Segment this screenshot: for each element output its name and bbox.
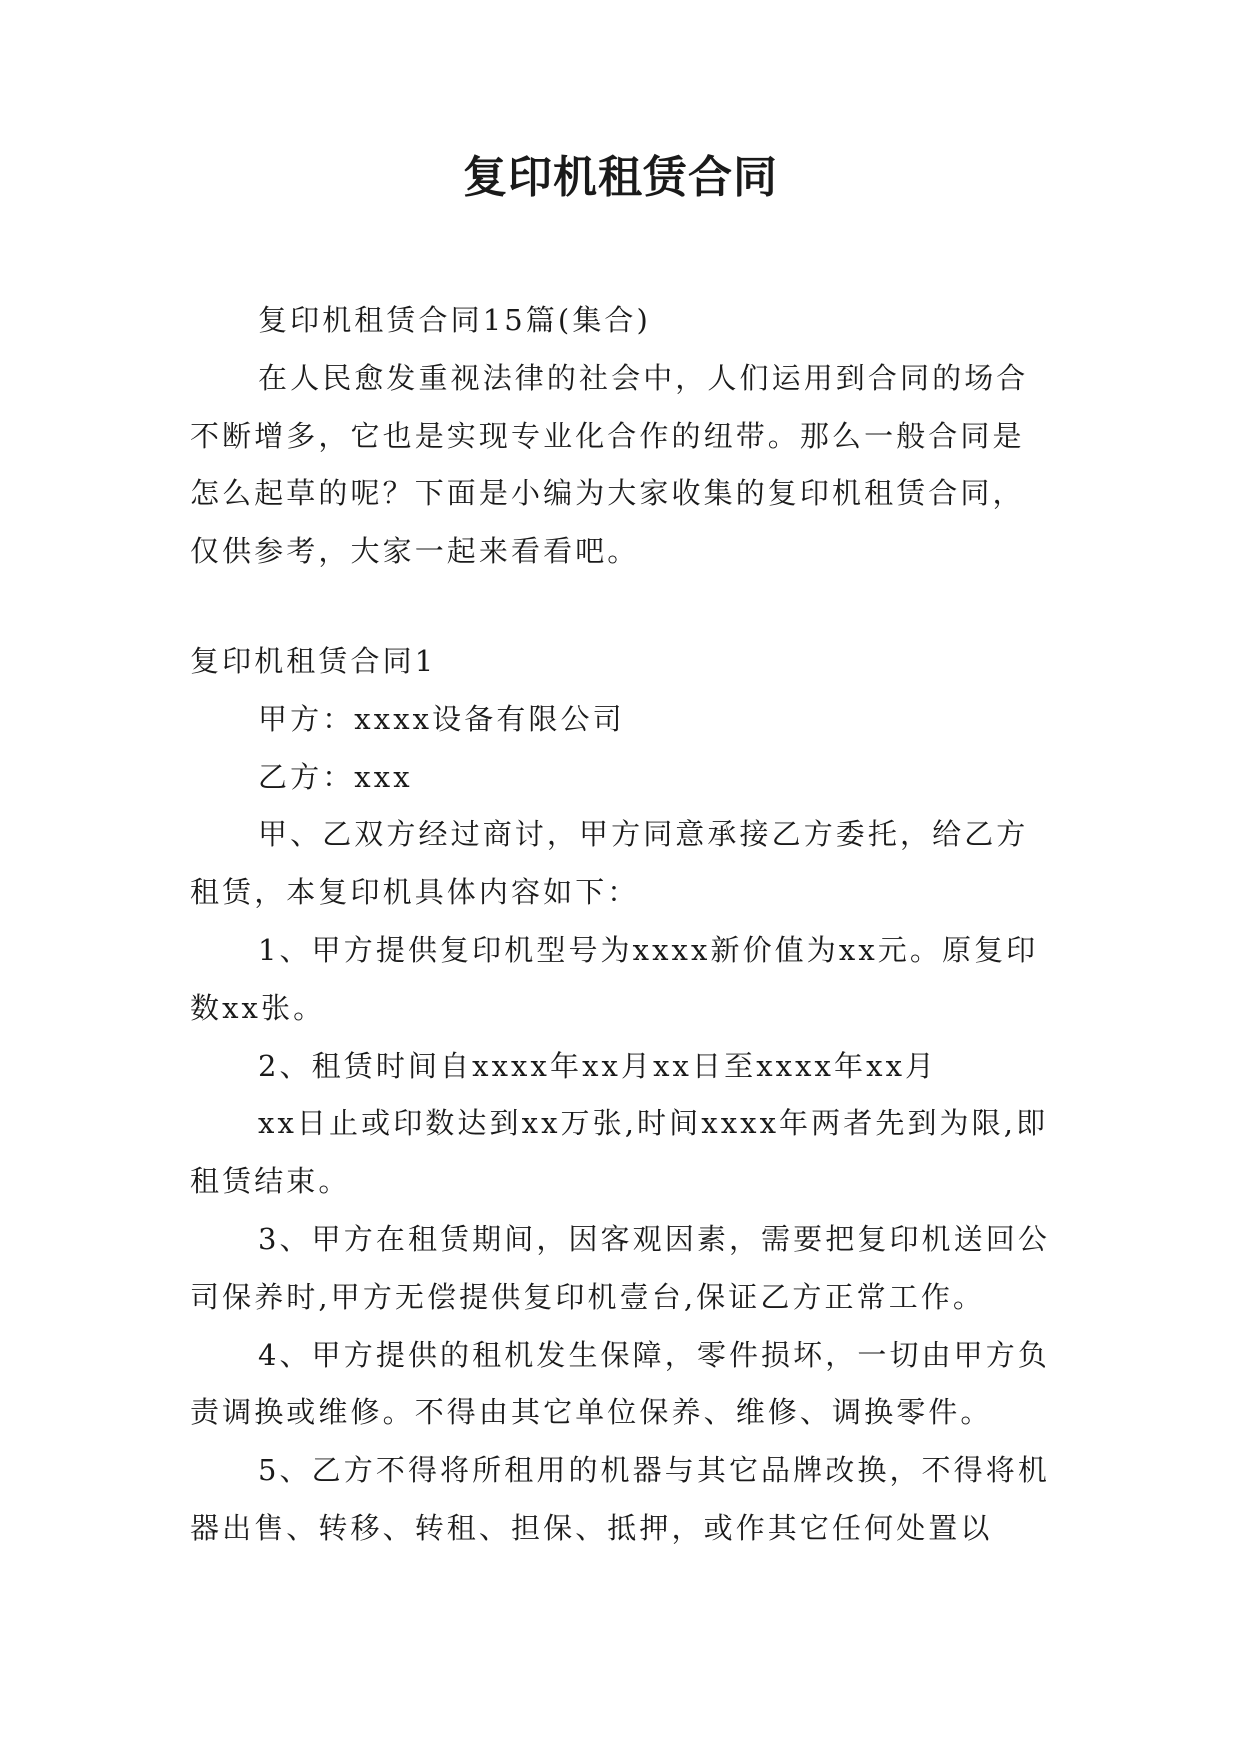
clause-5: 5、乙方不得将所租用的机器与其它品牌改换，不得将机器出售、转移、转租、担保、抵押，或作其它任何处置以 bbox=[190, 1453, 1050, 1545]
clause-4: 4、甲方提供的租机发生保障，零件损坏，一切由甲方负责调换或维修。不得由其它单位保养、维修、调换零件。 bbox=[190, 1337, 1050, 1430]
party-b-line: 乙方：xxx bbox=[258, 759, 413, 794]
section-spacer bbox=[190, 581, 1050, 633]
intro-paragraph: 在人民愈发重视法律的社会中，人们运用到合同的场合不断增多，它也是实现专业化合作的纽带。那么一般合同是怎么起草的呢？下面是小编为大家收集的复印机租赁合同，仅供参考，大家一起来看看吧。 bbox=[190, 360, 1029, 569]
clause-2-first-line: 2、租赁时间自xxxx年xx月xx日至xxxx年xx月 bbox=[258, 1048, 938, 1083]
clause-1: 1、甲方提供复印机型号为xxxx新价值为xx元。原复印数xx张。 bbox=[190, 932, 1039, 1025]
clause-2-continuation: xx日止或印数达到xx万张,时间xxxx年两者先到为限,即租赁结束。 bbox=[190, 1106, 1049, 1199]
party-a-line: 甲方：xxxx设备有限公司 bbox=[258, 701, 625, 736]
document-body bbox=[190, 292, 1050, 1558]
document-subtitle: 复印机租赁合同15篇(集合) bbox=[258, 303, 651, 337]
preamble-paragraph: 甲、乙双方经过商讨，甲方同意承接乙方委托，给乙方租赁，本复印机具体内容如下： bbox=[190, 817, 1029, 910]
clause-3: 3、甲方在租赁期间，因客观因素，需要把复印机送回公司保养时,甲方无偿提供复印机壹台,保证乙方正常工作。 bbox=[190, 1221, 1050, 1314]
section-heading: 复印机租赁合同1 bbox=[190, 643, 437, 678]
document-title: 复印机租赁合同 bbox=[463, 152, 778, 203]
